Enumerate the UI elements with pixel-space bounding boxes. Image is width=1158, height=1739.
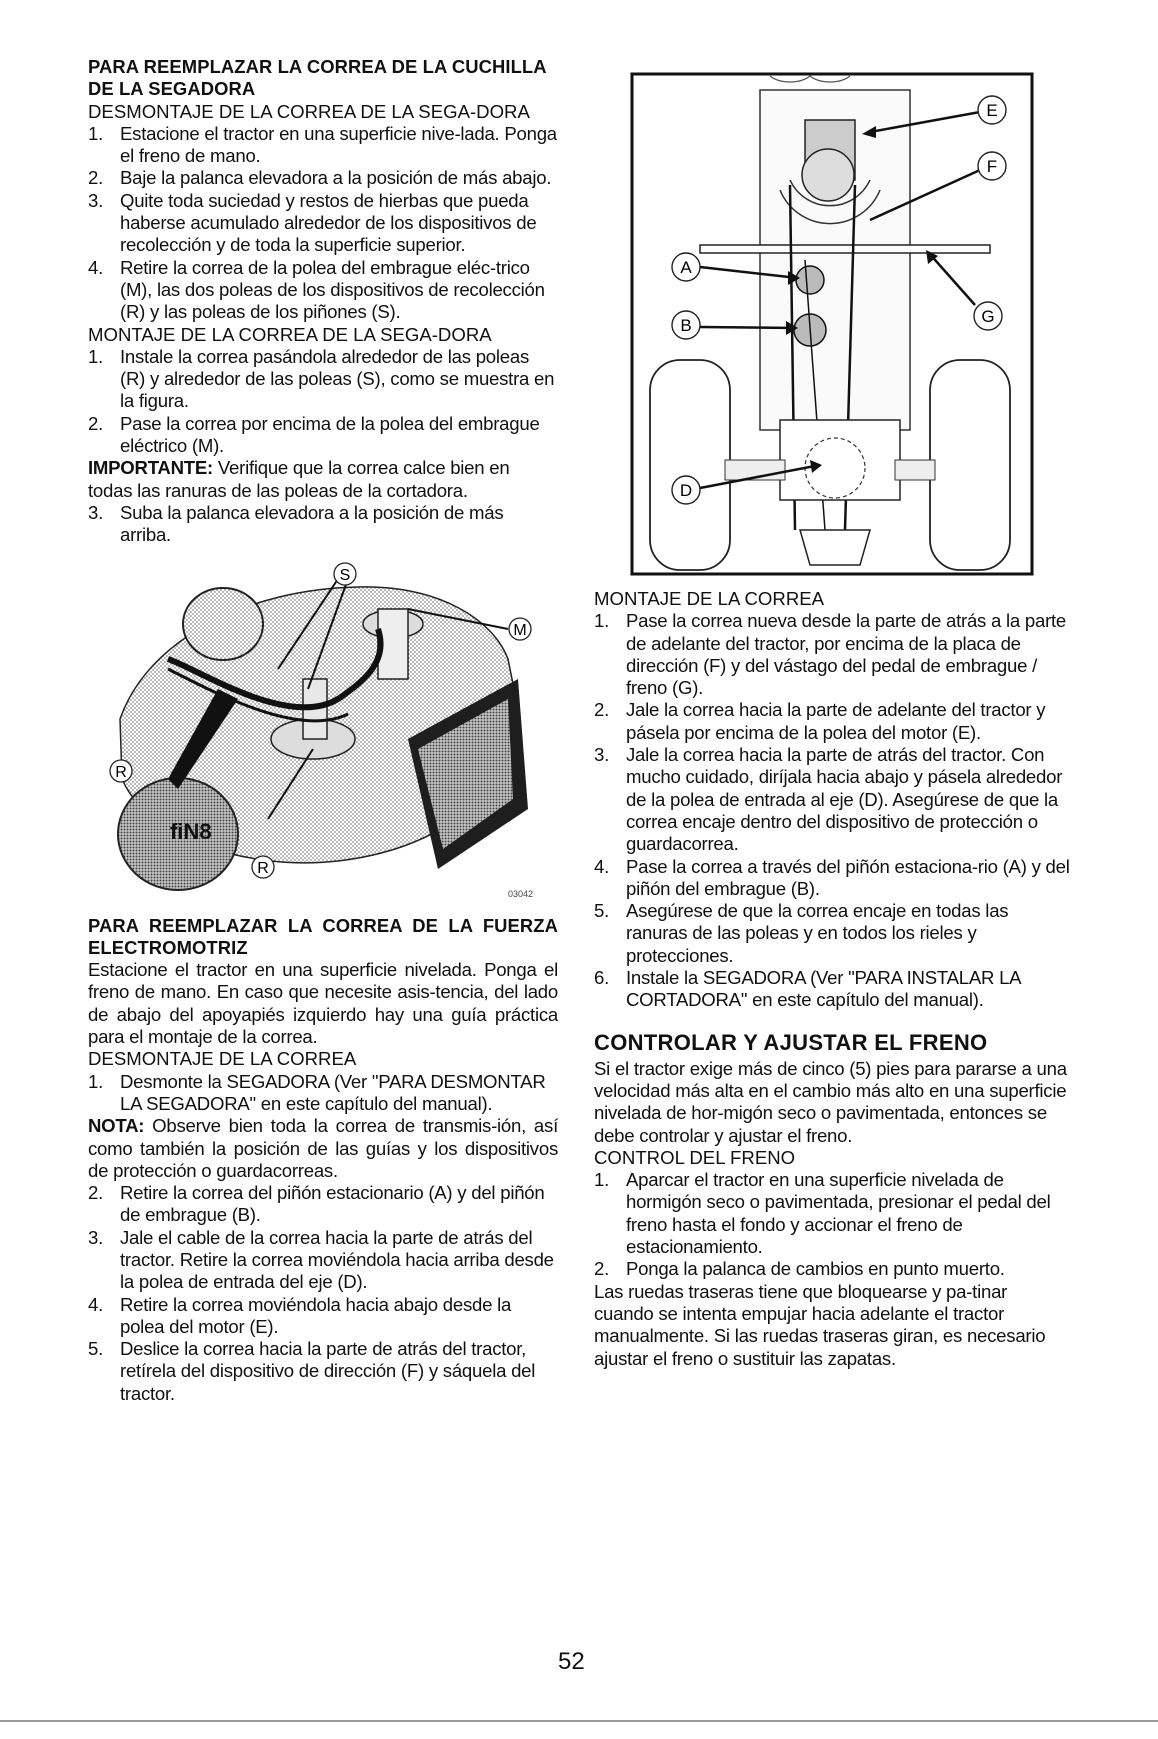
section-title-brake: CONTROLAR Y AJUSTAR EL FRENO	[594, 1029, 988, 1055]
callout-r-left-label: R	[115, 763, 127, 781]
figure-code: 03042	[508, 888, 534, 899]
right-column	[594, 56, 1070, 1370]
step-text: Quite toda suciedad y restos de hierbas que pueda haberse acumulado alrededor de los dispositivos de recolección y de toda la superficie superior.	[120, 189, 537, 256]
callout-b: B	[680, 316, 692, 335]
step-text: Retire la correa moviéndola hacia abajo desde la polea del motor (E).	[120, 1293, 512, 1337]
step-number: 4.	[88, 256, 104, 278]
important-label: IMPORTANTE:	[88, 457, 213, 479]
step-text: Retire la correa del piñón estacionario (A) y del piñón de embrague (B).	[120, 1182, 545, 1226]
note-label: NOTA:	[88, 1115, 145, 1137]
removal-steps	[88, 123, 558, 324]
step-number: 3.	[88, 501, 104, 523]
step-number: 1.	[88, 122, 104, 144]
list-item	[88, 123, 558, 168]
mount-heading: MONTAJE DE LA CORREA	[594, 588, 825, 609]
list-item	[88, 167, 558, 189]
section-title-blade-belt: PARA REEMPLAZAR LA CORREA DE LA CUCHILLA DE LA SEGADORA	[88, 56, 546, 100]
step-number: 4.	[594, 855, 610, 877]
list-item	[88, 257, 558, 324]
brake-intro: Si el tractor exige más de cinco (5) pies para pararse a una velocidad más alta en el cambio más alto en una superficie nivelada de hor-migón seco o pavimentada, entonces se debe controlar y ajustar el freno.	[594, 1057, 1067, 1146]
step-number: 5.	[88, 1338, 104, 1360]
step-text: Pase la correa a través del piñón estaciona-rio (A) y del piñón del embrague (B).	[626, 855, 1070, 899]
step-number: 2.	[594, 1258, 610, 1280]
callout-d: D	[679, 481, 693, 500]
step-text: Aparcar el tractor en una superficie nivelada de hormigón seco o pavimentada, presionar el pedal del freno hasta el fondo y accionar el freno de estacionamiento.	[626, 1169, 1051, 1258]
list-item	[594, 900, 1070, 967]
list-item	[88, 1071, 558, 1116]
step-number: 3.	[88, 1226, 104, 1248]
drive-intro: Estacione el tractor en una superficie nivelada. Ponga el freno de mano. En caso que necesite asis-tencia, del lado de abajo del apoyapiés izquierdo hay una guía práctica para el montaje de la correa.	[88, 959, 558, 1048]
svg-text:ﬁN8: ﬁN8	[170, 818, 212, 844]
step-number: 3.	[88, 189, 104, 211]
page-number: 52	[558, 1648, 585, 1675]
step-number: 5.	[594, 900, 610, 922]
list-item	[88, 1338, 558, 1405]
list-item	[594, 1169, 1070, 1258]
tractor-belt-illustration	[630, 60, 1034, 580]
note	[88, 1115, 558, 1182]
brake-outro: Las ruedas traseras tiene que bloquearse y pa-tinar cuando se intenta empujar hacia adelante el tractor manualmente. Si las ruedas traseras giran, es necesario ajustar el freno o sustituir las zapatas.	[594, 1280, 1046, 1369]
step-number: 2.	[88, 167, 104, 189]
callout-r-bottom-label: R	[257, 859, 269, 877]
list-item	[594, 967, 1070, 1012]
left-column	[88, 56, 558, 1405]
step-number: 2.	[594, 699, 610, 721]
removal-heading: DESMONTAJE DE LA CORREA DE LA SEGA-DORA	[88, 100, 530, 122]
step-text: Jale el cable de la correa hacia la parte de atrás del tractor. Retire la correa moviéndola hacia arriba desde la polea de entrada del eje (D).	[120, 1226, 554, 1293]
section-title-drive-belt: PARA REEMPLAZAR LA CORREA DE LA FUERZA ELECTROMOTRIZ	[88, 914, 558, 958]
callout-a: A	[680, 258, 692, 277]
step-number: 3.	[594, 744, 610, 766]
list-item	[594, 856, 1070, 901]
step-text: Retire la correa de la polea del embrague eléc-trico (M), las dos poleas de los dispositivos de recolección (R) y las poleas de los piñones (S).	[120, 256, 545, 323]
drive-steps	[88, 1182, 558, 1405]
step-number: 1.	[88, 1070, 104, 1092]
list-item	[88, 1182, 558, 1227]
install-heading: MONTAJE DE LA CORREA DE LA SEGA-DORA	[88, 323, 492, 345]
install-steps	[88, 346, 558, 457]
callout-m-label: M	[513, 621, 527, 639]
step-text: Jale la correa hacia la parte de atrás del tractor. Con mucho cuidado, diríjala hacia abajo y pásela alrededor de la polea de entrada al eje (D). Asegúrese de que la correa encaje dentro del dispositivo de protección o guardacorrea.	[626, 744, 1063, 855]
list-item	[88, 346, 558, 413]
list-item	[88, 1227, 558, 1294]
brake-steps	[594, 1169, 1070, 1280]
mower-deck-illustration	[108, 549, 548, 909]
important-text: Verifique que la correa calce bien en todas las ranuras de las poleas de la cortadora.	[88, 457, 510, 501]
list-item	[594, 744, 1070, 855]
step-text: Baje la palanca elevadora a la posición de más abajo.	[120, 167, 552, 189]
bottom-divider	[0, 1720, 1158, 1722]
step-number: 6.	[594, 967, 610, 989]
mount-steps	[594, 610, 1070, 1011]
step-number: 1.	[594, 1169, 610, 1191]
list-item	[88, 502, 558, 547]
list-item	[88, 190, 558, 257]
callout-s-label: S	[339, 566, 351, 584]
list-item	[594, 1258, 1070, 1280]
drive-step-1	[88, 1071, 558, 1116]
step-number: 4.	[88, 1293, 104, 1315]
note-text: Observe bien toda la correa de transmis-ión, así como también la posición de las guías y los dispositivos de protección o guardacorreas.	[88, 1115, 558, 1181]
step-text: Pase la correa por encima de la polea del embrague eléctrico (M).	[120, 412, 540, 457]
install-step-3	[88, 502, 558, 547]
step-number: 2.	[88, 412, 104, 434]
brake-check-heading: CONTROL DEL FRENO	[594, 1146, 796, 1168]
list-item	[88, 413, 558, 458]
callout-g: G	[981, 307, 995, 326]
callout-f: F	[986, 157, 998, 176]
list-item	[88, 1294, 558, 1339]
step-text: Instale la correa pasándola alrededor de las poleas (R) y alrededor de las poleas (S), como se muestra en la figura.	[120, 345, 555, 412]
step-text: Suba la palanca elevadora a la posición de más arriba.	[120, 501, 504, 546]
step-text: Instale la SEGADORA (Ver "PARA INSTALAR LA CORTADORA" en este capítulo del manual).	[626, 967, 1021, 1011]
step-text: Ponga la palanca de cambios en punto muerto.	[626, 1258, 1005, 1280]
drive-removal-heading: DESMONTAJE DE LA CORREA	[88, 1048, 357, 1070]
step-text: Desmonte la SEGADORA (Ver "PARA DESMONTAR LA SEGADORA" en este capítulo del manual).	[120, 1070, 546, 1114]
step-text: Deslice la correa hacia la parte de atrás del tractor, retírela del dispositivo de dirección (F) y sáquela del tractor.	[120, 1338, 536, 1404]
important-note	[88, 457, 558, 502]
step-number: 1.	[88, 345, 104, 367]
step-number: 1.	[594, 610, 610, 632]
step-text: Estacione el tractor en una superficie nive-lada. Ponga el freno de mano.	[120, 122, 557, 167]
list-item	[594, 699, 1070, 744]
step-text: Asegúrese de que la correa encaje en todas las ranuras de las poleas y en todos los rieles y protecciones.	[626, 900, 1009, 966]
step-text: Jale la correa hacia la parte de adelante del tractor y pásela por encima de la polea del motor (E).	[626, 699, 1046, 743]
list-item	[594, 610, 1070, 699]
step-text: Pase la correa nueva desde la parte de atrás a la parte de adelante del tractor, por encima de la placa de dirección (F) y del vástago del pedal de embrague / freno (G).	[626, 610, 1067, 699]
callout-e: E	[986, 101, 998, 120]
step-number: 2.	[88, 1182, 104, 1204]
